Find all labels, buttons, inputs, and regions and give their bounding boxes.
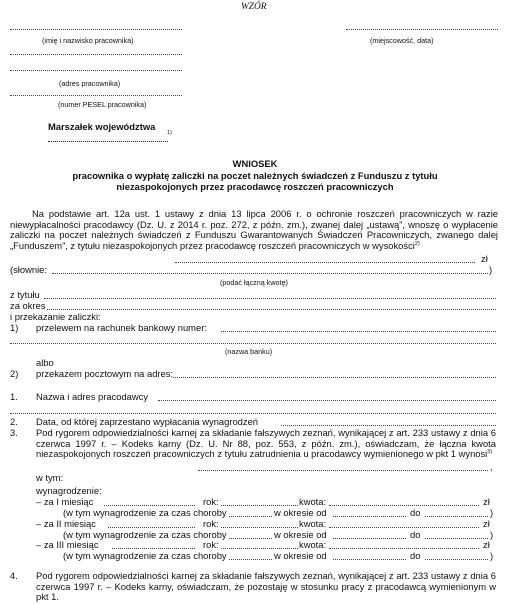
sick-pay-label: (w tym wynagrodzenie za czas choroby [63,550,227,561]
row-close: ) [490,550,494,561]
amount-currency: zł [481,253,488,264]
stop-date-label: Data, od której zaprzestano wypłacania wynagrodzeń [36,416,259,427]
form-model-label: WZÓR [241,2,267,12]
period-to-field[interactable] [425,538,488,539]
sick-pay-field[interactable] [229,559,272,560]
employee-pesel-label: (numer PESEL pracownika) [58,100,147,109]
amount-words-label: (słownie: [10,264,47,275]
month-label: – za I miesiąc [36,496,94,507]
addressee-field[interactable] [48,141,168,142]
amount-field[interactable] [175,262,475,263]
item-3-footnote: 3) [487,449,493,456]
period-from-field[interactable] [333,516,406,517]
place-date-label: (miejscowość, data) [370,36,434,45]
employee-pesel-field[interactable] [10,95,182,96]
bank-transfer-label: przelewem na rachunek bankowy numer: [36,322,207,333]
month-amount-field[interactable] [329,527,479,528]
month-amount-field[interactable] [329,548,479,549]
month-value-field[interactable] [112,548,195,549]
month-value-field[interactable] [108,527,195,528]
item-3-paragraph [36,428,496,460]
row-close: ) [490,529,494,540]
period-to-field[interactable] [425,559,488,560]
claims-total-field[interactable] [198,470,488,471]
year-label: rok: [203,539,219,550]
alternative-label: albo [36,357,54,368]
sick-pay-field[interactable] [229,538,272,539]
form-subtitle-line1: pracownika o wypłatę zaliczki na poczet należnych świadczeń z Funduszu z tytułu [72,170,438,181]
intro-footnote: 2) [414,240,420,247]
period-to-field[interactable] [425,516,488,517]
amount-label: kwota: [299,496,327,507]
intro-text: Na podstawie art. 12a ust. 1 ustawy z dnia 13 lipca 2006 r. o ochronie roszczeń pracowniczych w razie niewypłacalności pracodawcy (Dz. U. z 2014 r. poz. 272, z późn. zm.), zwanej dalej „ustawą”, wnoszę o wypłacenie zaliczki na poczet należnych świadczeń z Funduszu Gwarantowanych Świadczeń Pracowniczych, zwanego dalej „Funduszem”, z tytułu niezaspokojonych przez pracodawcę roszczeń pracowniczych w wysokości [10,208,498,251]
item-1-number: 1. [10,391,18,402]
bank-name-label: (nazwa banku) [225,347,273,356]
amount-label: kwota: [299,518,327,529]
addressee-footnote: 1) [167,130,172,136]
claims-total-end: , [490,461,493,472]
addressee-title: Marszałek województwa [48,121,156,132]
item-4-number: 4. [10,570,18,581]
month-amount-field[interactable] [329,505,479,506]
employee-name-field[interactable] [10,29,182,30]
amount-words-field[interactable] [52,273,488,274]
period-to-label: do [410,550,421,561]
salary-label: wynagrodzenie: [36,485,102,496]
currency-label: zł [483,539,490,550]
place-date-field[interactable] [346,29,498,30]
bank-name-field[interactable] [10,343,496,344]
postal-address-field[interactable] [173,377,496,378]
stop-date-field[interactable] [281,425,496,426]
currency-label: zł [483,518,490,529]
option-2-number: 2) [10,368,19,379]
item-2-number: 2. [10,416,18,427]
period-from-field[interactable] [333,559,406,560]
period-to-label: do [410,529,421,540]
amount-words-close: ) [489,264,493,275]
amount-label: kwota: [299,539,327,550]
period-from-label: w okresie od [274,529,327,540]
month-label: – za II miesiąc [36,518,96,529]
sick-pay-label: (w tym wynagrodzenie za czas choroby [63,507,227,518]
including-label: w tym: [36,472,64,483]
period-from-field[interactable] [333,538,406,539]
sick-pay-field[interactable] [229,516,272,517]
item-4-text: Pod rygorem odpowiedzialności karnej za składanie fałszywych zeznań, wynikającej z art. 233 ustawy z dnia 6 czerwca 1997 r. – Kodeks karny, oświadczam, że pozostaję w stosunku pracy z pracodawcą wymienionym w pkt 1. [36,570,496,603]
year-field[interactable] [221,548,298,549]
currency-label: zł [483,496,490,507]
item-3-number: 3. [10,427,18,438]
year-field[interactable] [221,505,298,506]
sick-pay-label: (w tym wynagrodzenie za czas choroby [63,529,227,540]
employee-address-field-2[interactable] [10,70,182,71]
employer-field-1[interactable] [158,400,496,401]
period-from-label: w okresie od [274,550,327,561]
employer-label: Nazwa i adres pracodawcy [36,391,149,402]
title-of-label: z tytułu [10,289,40,300]
option-1-number: 1) [10,322,19,333]
period-to-label: do [410,507,421,518]
period-field[interactable] [47,309,496,310]
period-label: za okres [10,300,46,311]
month-label: – za III miesiąc [36,539,99,550]
bank-account-field[interactable] [221,331,496,332]
year-field[interactable] [221,527,298,528]
title-of-field[interactable] [44,298,496,299]
form-subtitle-line2: niezaspokojonych przez pracodawcę roszczeń pracowniczych [116,181,394,192]
row-close: ) [490,507,494,518]
intro-paragraph [10,209,498,251]
year-label: rok: [203,518,219,529]
employer-field-2[interactable] [10,413,496,414]
employee-address-field-1[interactable] [10,54,182,55]
period-from-label: w okresie od [274,507,327,518]
employee-name-label: (imię i nazwisko pracownika) [42,36,134,45]
month-value-field[interactable] [104,505,195,506]
year-label: rok: [203,496,219,507]
form-title: WNIOSEK [232,158,278,169]
postal-transfer-label: przekazem pocztowym na adres: [36,368,174,379]
employee-address-label: (adres pracownika) [59,79,121,88]
item-3-text: Pod rygorem odpowiedzialności karnej za składanie fałszywych zeznań, wynikającej z art. 233 ustawy z dnia 6 czerwca 1997 r. – Kodeks karny (Dz. U. Nr 88, poz. 553, z późn. zm.), oświadczam, że łączna kwota niezaspokojonych roszczeń pracowniczych z tytułu zatrudnienia u pracodawcy wymienionego w pkt 1 wynosi [36,427,496,460]
transfer-label: i przekazanie zaliczki: [10,311,101,322]
amount-hint: (podać łączną kwotę) [220,278,288,287]
